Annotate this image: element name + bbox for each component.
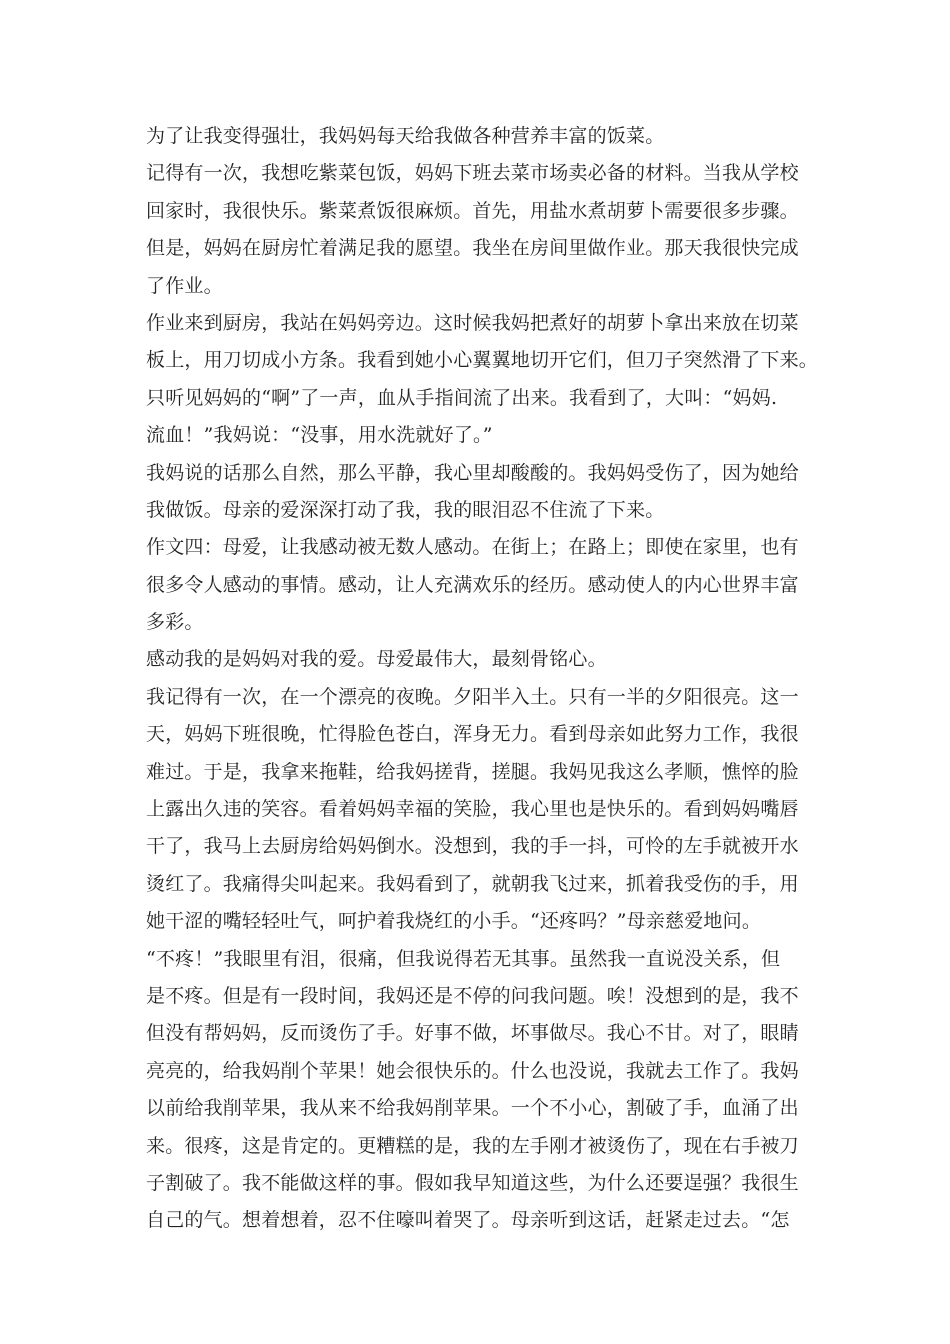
text-line: 我妈说的话那么自然，那么平静，我心里却酸酸的。我妈妈受伤了，因为她给 [146,461,799,484]
text-line: 但是，妈妈在厨房忙着满足我的愿望。我坐在房间里做作业。那天我很快完成 [146,237,799,260]
text-line: 难过。于是，我拿来拖鞋，给我妈搓背，搓腿。我妈见我这么孝顺，憔悴的脸 [146,760,799,783]
text-line: 流血！”我妈说：“没事，用水洗就好了。” [146,424,493,447]
text-line: 以前给我削苹果，我从来不给我妈削苹果。一个不小心，割破了手，血涌了出 [146,1097,799,1120]
text-line: 作文四：母爱，让我感动被无数人感动。在街上；在路上；即使在家里，也有 [146,536,799,559]
text-line: 她干涩的嘴轻轻吐气，呵护着我烧红的小手。“还疼吗？”母亲慈爱地问。 [146,910,762,933]
essay-text [146,118,819,1240]
text-line: 来。很疼，这是肯定的。更糟糕的是，我的左手刚才被烫伤了，现在右手被刀 [146,1134,799,1157]
text-line: 是不疼。但是有一段时间，我妈还是不停的问我问题。唉！没想到的是，我不 [146,984,799,1007]
text-line: 了作业。 [146,274,223,297]
text-line: 感动我的是妈妈对我的爱。母爱最伟大，最刻骨铭心。 [146,648,607,671]
text-line: 我记得有一次，在一个漂亮的夜晚。夕阳半入土。只有一半的夕阳很亮。这一 [146,685,799,708]
text-line: 为了让我变得强壮，我妈妈每天给我做各种营养丰富的饭菜。 [146,125,665,147]
text-line: 只听见妈妈的“啊”了一声，血从手指间流了出来。我看到了，大叫：“妈妈. [146,386,778,409]
text-line: 多彩。 [146,611,204,634]
text-line: 记得有一次，我想吃紫菜包饭，妈妈下班去菜市场卖必备的材料。当我从学校 [146,162,799,185]
text-line: “不疼！”我眼里有泪，很痛，但我说得若无其事。虽然我一直说没关系，但 [146,947,781,970]
text-line: 很多令人感动的事情。感动，让人充满欢乐的经历。感动使人的内心世界丰富 [146,573,799,596]
text-line: 回家时，我很快乐。紫菜煮饭很麻烦。首先，用盐水煮胡萝卜需要很多步骤。 [146,199,799,222]
text-line: 我做饭。母亲的爱深深打动了我，我的眼泪忍不住流了下来。 [146,498,665,521]
text-line: 作业来到厨房，我站在妈妈旁边。这时候我妈把煮好的胡萝卜拿出来放在切菜 [146,311,799,334]
text-line: 板上，用刀切成小方条。我看到她小心翼翼地切开它们，但刀子突然滑了下来。 [146,349,819,372]
text-line: 上露出久违的笑容。看着妈妈幸福的笑脸，我心里也是快乐的。看到妈妈嘴唇 [146,798,799,821]
text-line: 亮亮的，给我妈削个苹果！她会很快乐的。什么也没说，我就去工作了。我妈 [146,1059,799,1082]
text-line: 天，妈妈下班很晚，忙得脸色苍白，浑身无力。看到母亲如此努力工作，我很 [146,723,799,746]
text-line: 自己的气。想着想着，忍不住嚎叫着哭了。母亲听到这话，赶紧走过去。“怎 [146,1209,790,1232]
text-line: 干了，我马上去厨房给妈妈倒水。没想到，我的手一抖，可怜的左手就被开水 [146,835,799,858]
text-line: 烫红了。我痛得尖叫起来。我妈看到了，就朝我飞过来，抓着我受伤的手，用 [146,872,799,895]
text-line: 但没有帮妈妈，反而烫伤了手。好事不做，坏事做尽。我心不甘。对了，眼睛 [146,1022,799,1045]
text-line: 子割破了。我不能做这样的事。假如我早知道这些，为什么还要逞强？我很生 [146,1171,799,1194]
